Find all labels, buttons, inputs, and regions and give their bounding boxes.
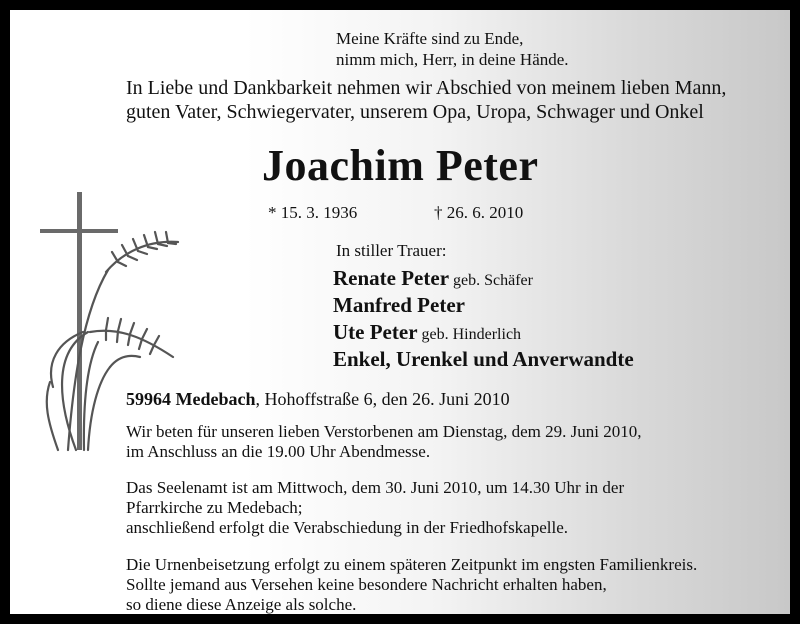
place-date-line	[126, 389, 510, 410]
paragraph-line: Sollte jemand aus Versehen keine besondere Nachricht erhalten haben,	[126, 575, 607, 594]
paragraph-line: anschließend erfolgt die Verabschiedung in der Friedhofskapelle.	[126, 518, 569, 537]
mourner-item	[333, 293, 634, 320]
verse	[336, 28, 569, 70]
intro-line: guten Vater, Schwiegervater, unserem Opa, Uropa, Schwager und Onkel	[126, 101, 704, 123]
mourners-list	[333, 266, 634, 374]
deceased-name: Joachim Peter	[262, 141, 539, 190]
paragraph-line: so diene diese Anzeige als solche.	[126, 595, 357, 614]
mourning-label: In stiller Trauer:	[336, 241, 447, 260]
paragraph-line: im Anschluss an die 19.00 Uhr Abendmesse.	[126, 442, 431, 461]
mourner-name: Renate Peter	[333, 266, 450, 290]
mourner-name: Enkel, Urenkel und Anverwandte	[333, 347, 634, 371]
intro-line: In Liebe und Dankbarkeit nehmen wir Abschied von meinem lieben Mann,	[126, 77, 727, 99]
mourner-name: Manfred Peter	[333, 293, 465, 317]
requiem-paragraph	[126, 478, 624, 538]
place-city: 59964 Medebach	[126, 389, 256, 409]
paragraph-line: Wir beten für unseren lieben Verstorbenen am Dienstag, dem 29. Juni 2010,	[126, 422, 642, 441]
place-address-date: , Hohoffstraße 6, den 26. Juni 2010	[255, 389, 510, 409]
mourner-item	[333, 347, 634, 374]
mourner-note: geb. Hinderlich	[421, 326, 522, 343]
paragraph-line: Das Seelenamt ist am Mittwoch, dem 30. Juni 2010, um 14.30 Uhr in der	[126, 478, 625, 497]
birth-date: * 15. 3. 1936	[268, 203, 358, 222]
mourner-item	[333, 320, 634, 347]
prayer-paragraph	[126, 422, 641, 462]
verse-line: Meine Kräfte sind zu Ende,	[336, 29, 524, 48]
verse-line: nimm mich, Herr, in deine Hände.	[336, 50, 569, 69]
mourner-item	[333, 266, 634, 293]
cross-with-wheat-icon	[28, 182, 193, 452]
mourner-note: geb. Schäfer	[453, 272, 533, 289]
burial-paragraph	[126, 555, 697, 615]
death-date: † 26. 6. 2010	[434, 203, 524, 222]
paragraph-line: Die Urnenbeisetzung erfolgt zu einem späteren Zeitpunkt im engsten Familienkreis.	[126, 555, 698, 574]
paragraph-line: Pfarrkirche zu Medebach;	[126, 498, 303, 517]
mourner-name: Ute Peter	[333, 320, 418, 344]
intro-text	[126, 76, 726, 124]
